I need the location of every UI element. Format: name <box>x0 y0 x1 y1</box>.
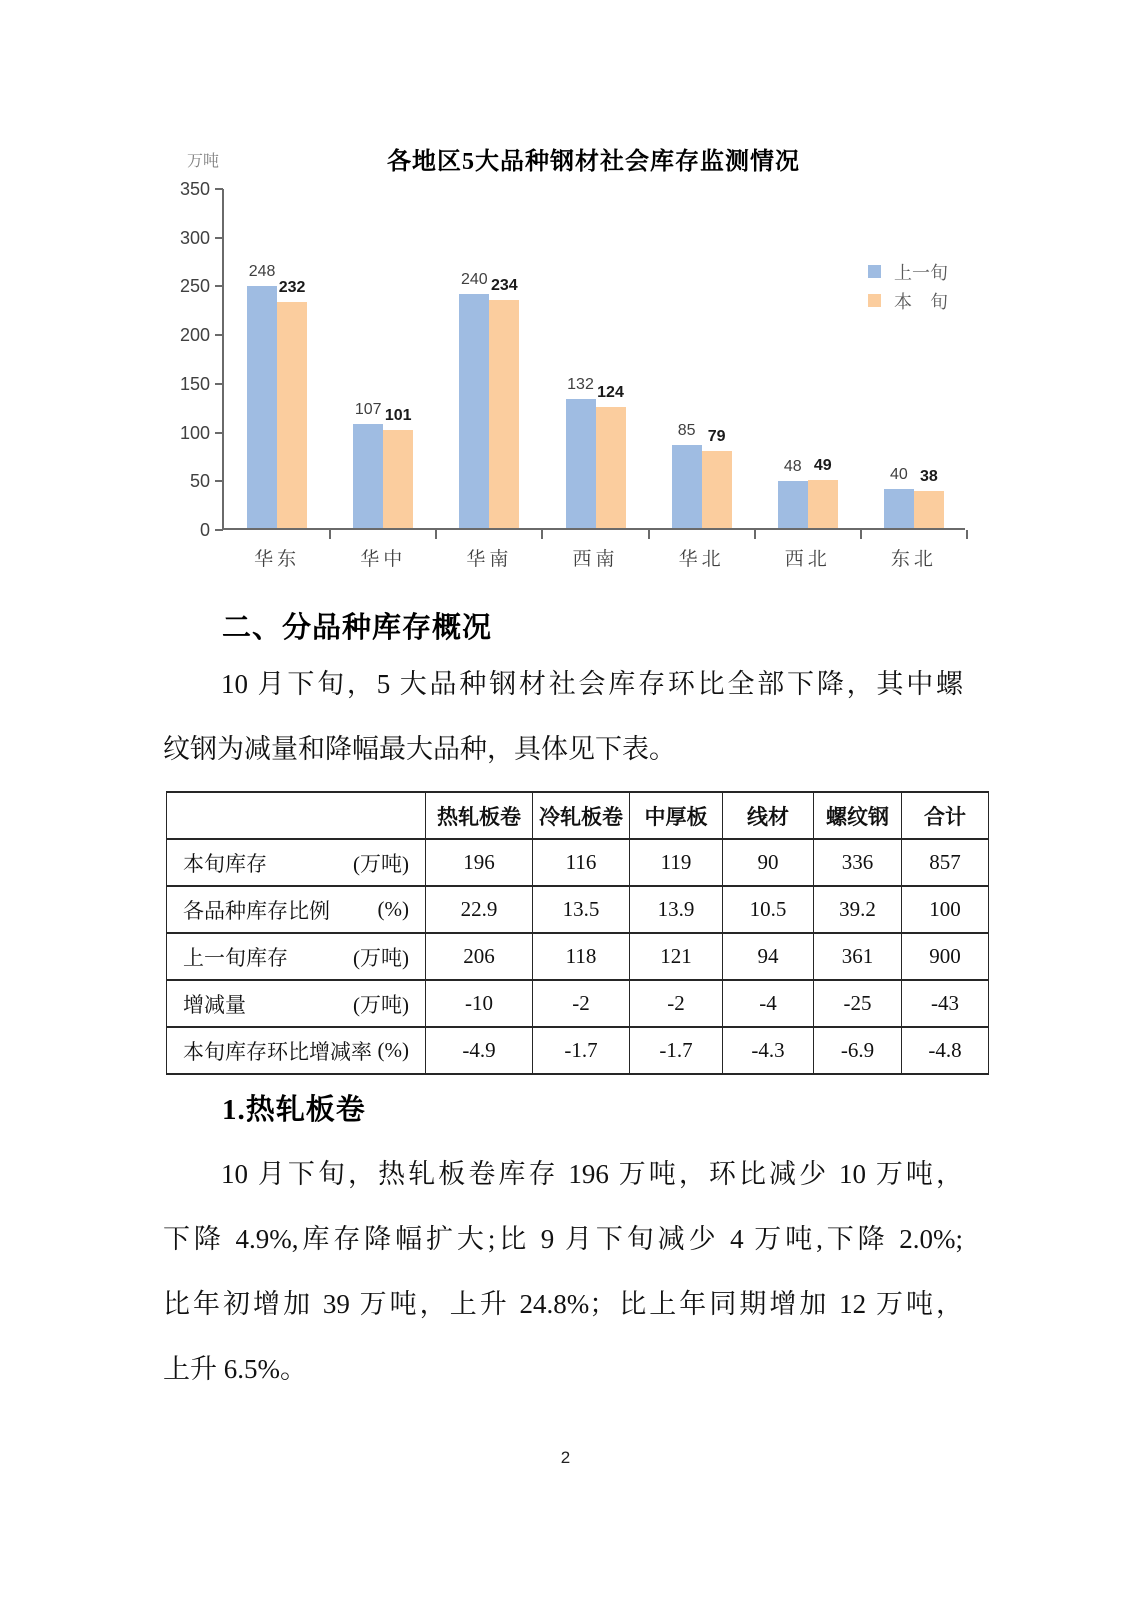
row-label: 上一旬库存 <box>183 945 288 970</box>
table-row <box>167 1027 989 1074</box>
table-value-cell: 361 <box>814 933 902 980</box>
bar-current-period <box>383 430 413 528</box>
bar-previous-period <box>353 424 383 528</box>
table-value-cell: -10 <box>426 980 533 1027</box>
y-axis-unit-label: 万吨 <box>187 153 220 170</box>
row-unit: (%) <box>377 897 409 921</box>
inventory-table <box>166 791 989 1075</box>
bar-value-label: 234 <box>490 277 518 295</box>
table-value-cell: 196 <box>426 839 533 886</box>
bar-previous-period <box>778 481 808 528</box>
row-label: 本旬库存 <box>183 851 267 876</box>
x-axis-tick <box>648 530 650 539</box>
table-value-cell: 116 <box>533 839 630 886</box>
bar-value-label: 240 <box>460 271 488 289</box>
legend-label: 本 旬 <box>894 291 948 312</box>
bar-value-label: 248 <box>248 263 276 281</box>
chart-title: 各地区5大品种钢材社会库存监测情况 <box>387 149 800 175</box>
table-row <box>167 886 989 933</box>
y-axis-tick-label: 250 <box>179 276 210 297</box>
y-axis-tick-label: 0 <box>199 520 210 540</box>
table-value-cell: 13.9 <box>630 886 723 933</box>
x-axis-tick <box>860 530 862 539</box>
table-header-cell <box>167 792 426 839</box>
row-label-wrap <box>167 848 425 878</box>
table-value-cell: -1.7 <box>630 1027 723 1074</box>
x-axis-category-label: 华北 <box>678 549 725 570</box>
table-value-cell: -4.3 <box>723 1027 814 1074</box>
y-axis-tick-label: 350 <box>179 179 210 199</box>
x-axis-tick <box>329 530 331 539</box>
table-header-cell: 螺纹钢 <box>814 792 902 839</box>
row-unit: (%) <box>377 1038 409 1062</box>
bar-previous-period <box>459 294 489 528</box>
table-row <box>167 933 989 980</box>
table-value-cell: 121 <box>630 933 723 980</box>
row-label-cell <box>167 980 426 1027</box>
row-label-cell <box>167 839 426 886</box>
bar-value-label: 49 <box>813 457 832 475</box>
x-axis-category-label: 东北 <box>890 549 937 570</box>
row-label: 各品种库存比例 <box>183 898 330 923</box>
x-axis-category-label: 华东 <box>254 549 301 570</box>
table-header-row <box>167 792 989 839</box>
bar-value-label: 38 <box>920 467 938 485</box>
table-value-cell: 118 <box>533 933 630 980</box>
bar-value-label: 85 <box>677 422 696 440</box>
row-label-cell <box>167 886 426 933</box>
bar-current-period <box>277 302 307 528</box>
y-axis-tick <box>215 383 223 385</box>
y-axis-tick-label: 150 <box>179 373 210 394</box>
table-value-cell: 13.5 <box>533 886 630 933</box>
legend-item <box>868 286 948 315</box>
bar-previous-period <box>566 399 596 528</box>
paragraph-hot-rolled <box>163 1142 963 1402</box>
table-value-cell: 206 <box>426 933 533 980</box>
x-axis-tick <box>966 530 968 539</box>
y-axis-tick <box>215 285 223 287</box>
paragraph-variety-overview <box>163 652 963 782</box>
table-value-cell: -4.8 <box>902 1027 989 1074</box>
y-axis-tick <box>215 237 223 239</box>
legend-item <box>868 257 948 286</box>
table-value-cell: 857 <box>902 839 989 886</box>
row-label-wrap <box>167 989 425 1019</box>
table-value-cell: -43 <box>902 980 989 1027</box>
table-value-cell: -25 <box>814 980 902 1027</box>
bar-value-label: 48 <box>783 458 802 476</box>
table-value-cell: -4.9 <box>426 1027 533 1074</box>
row-label-wrap <box>167 1036 425 1066</box>
chart-legend <box>868 257 948 315</box>
y-axis-tick-label: 300 <box>179 227 210 248</box>
bar-previous-period <box>884 489 914 528</box>
bar-value-label: 124 <box>597 384 624 402</box>
bar-value-label: 101 <box>384 406 412 424</box>
x-axis-tick <box>754 530 756 539</box>
x-axis-category-label: 西南 <box>572 549 619 570</box>
row-label: 增减量 <box>183 992 246 1017</box>
legend-swatch <box>868 265 881 278</box>
row-label-cell <box>167 933 426 980</box>
x-axis-category-label: 华中 <box>360 549 407 570</box>
bar-current-period <box>596 407 626 528</box>
legend-label: 上一旬 <box>894 262 948 283</box>
bar-current-period <box>808 480 838 528</box>
chart-plot-area <box>179 179 965 570</box>
table-value-cell: 22.9 <box>426 886 533 933</box>
row-label-cell <box>167 1027 426 1074</box>
table-value-cell: -2 <box>533 980 630 1027</box>
table-value-cell: -1.7 <box>533 1027 630 1074</box>
bar-previous-period <box>247 286 277 528</box>
table-value-cell: 10.5 <box>723 886 814 933</box>
table-header-cell: 线材 <box>723 792 814 839</box>
paragraph-line: 10 月下旬，热轧板卷库存 196 万吨，环比减少 10 万吨， <box>221 1159 963 1189</box>
bar-previous-period <box>672 445 702 528</box>
table-value-cell: -6.9 <box>814 1027 902 1074</box>
legend-swatch <box>868 294 881 307</box>
paragraph-line: 下降 4.9%,库存降幅扩大;比 9 月下旬减少 4 万吨,下降 2.0%; <box>163 1224 963 1254</box>
y-axis-tick-label: 50 <box>189 471 210 492</box>
table-head <box>167 792 989 839</box>
table-row <box>167 980 989 1027</box>
table-value-cell: 100 <box>902 886 989 933</box>
y-axis-tick <box>215 188 223 190</box>
y-axis-tick <box>215 334 223 336</box>
table-value-cell: 94 <box>723 933 814 980</box>
bar-value-label: 79 <box>707 428 726 446</box>
section-heading-hot-rolled: 1.热轧板卷 <box>222 1094 366 1126</box>
x-axis-tick <box>435 530 437 539</box>
row-label-wrap <box>167 942 425 972</box>
y-axis-tick <box>215 480 223 482</box>
bar-value-label: 40 <box>890 466 908 484</box>
table-body <box>167 839 989 1074</box>
bar-value-label: 132 <box>567 376 594 394</box>
row-unit: (万吨) <box>353 992 409 1017</box>
row-unit: (万吨) <box>353 945 409 970</box>
table-header-cell: 冷轧板卷 <box>533 792 630 839</box>
bar-current-period <box>702 451 732 528</box>
table-value-cell: 900 <box>902 933 989 980</box>
x-axis-category-label: 华南 <box>466 549 513 570</box>
paragraph-line: 上升 6.5%。 <box>163 1354 307 1384</box>
paragraph-line: 纹钢为减量和降幅最大品种，具体见下表。 <box>163 734 676 764</box>
paragraph-line: 10 月下旬，5 大品种钢材社会库存环比全部下降，其中螺 <box>221 669 963 699</box>
section-heading-variety-overview: 二、分品种库存概况 <box>222 612 493 644</box>
x-axis-tick <box>541 530 543 539</box>
bar-current-period <box>489 300 519 528</box>
y-axis-tick <box>215 432 223 434</box>
row-unit: (万吨) <box>353 851 409 876</box>
table-value-cell: -4 <box>723 980 814 1027</box>
table-header-cell: 中厚板 <box>630 792 723 839</box>
row-label-wrap <box>167 895 425 925</box>
page-number: 2 <box>560 1448 571 1467</box>
x-axis-category-label: 西北 <box>784 549 831 570</box>
paragraph-line: 比年初增加 39 万吨，上升 24.8%；比上年同期增加 12 万吨， <box>163 1289 963 1319</box>
table-row <box>167 839 989 886</box>
table-value-cell: -2 <box>630 980 723 1027</box>
bar-value-label: 232 <box>278 278 306 296</box>
table-value-cell: 90 <box>723 839 814 886</box>
table-value-cell: 119 <box>630 839 723 886</box>
row-label: 本旬库存环比增减率 <box>183 1039 372 1064</box>
regional-inventory-chart <box>179 140 985 590</box>
y-axis-tick <box>215 529 223 531</box>
table-value-cell: 336 <box>814 839 902 886</box>
y-axis-tick-label: 200 <box>179 325 210 346</box>
table-header-cell: 热轧板卷 <box>426 792 533 839</box>
table-header-cell: 合计 <box>902 792 989 839</box>
bar-current-period <box>914 491 944 528</box>
bar-value-label: 107 <box>354 400 382 418</box>
y-axis-tick-label: 100 <box>179 422 210 443</box>
table-value-cell: 39.2 <box>814 886 902 933</box>
